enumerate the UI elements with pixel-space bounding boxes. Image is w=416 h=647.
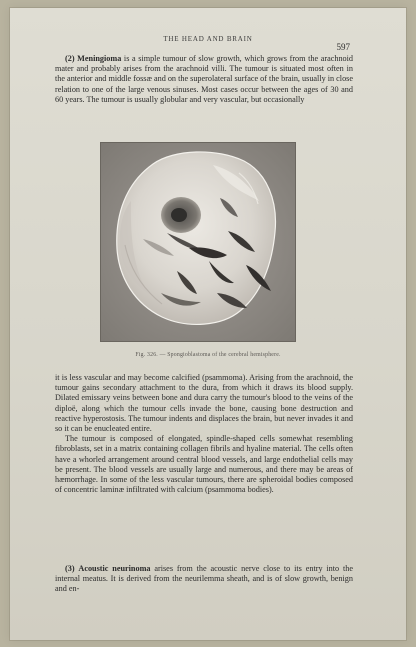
figure-caption: Fig. 326. — Spongioblastoma of the cerebral hemisphere. xyxy=(135,352,281,358)
running-title: THE HEAD AND BRAIN xyxy=(163,35,253,43)
acoustic-neurinoma-heading: Acoustic neurinoma xyxy=(78,564,151,573)
brain-photograph xyxy=(100,142,296,342)
brain-section-image xyxy=(101,143,295,341)
meningioma-number: (2) xyxy=(65,54,75,63)
page-number: 597 xyxy=(336,42,350,52)
acoustic-neurinoma-section xyxy=(55,564,353,595)
meningioma-histology-paragraph: The tumour is composed of elongated, spindle-shaped cells somewhat resembling fibroblasts, set in a matrix containing collagen fibrils and hyaline material. The cells often have a whorled arrangement around central blood vessels, and large endothelial cells may be present. The blood vessels are usually large and numerous, and there may be areas of hæmorrhage. In some of the less vascular tumours, there are spheroidal bodies composed of concentric laminæ infiltrated with calcium (psammoma bodies). xyxy=(55,434,353,495)
acoustic-neurinoma-number: (3) xyxy=(65,564,75,573)
meningioma-paragraph xyxy=(55,54,353,105)
acoustic-neurinoma-paragraph xyxy=(55,564,353,595)
meningioma-text: is a simple tumour of slow growth, which grows from the arachnoid mater and probably arises from the arachnoid villi. The tumour is situated most often in the anterior and middle fossæ and on the superolateral surface of the brain, usually in close relation to one of the large venous sinuses. Most cases occur between the ages of 30 and 60 years. The tumour is usually globular and very vascular, but occasionally xyxy=(55,54,354,104)
meningioma-continuation xyxy=(55,373,353,495)
meningioma-section xyxy=(55,54,353,105)
meningioma-heading: Meningioma xyxy=(77,54,122,63)
meningioma-paragraph-continued: it is less vascular and may become calcified (psammoma). Arising from the arachnoid, the tumour gains secondary attachment to the dura, from which it draws its blood supply. Dilated emissary veins between bone and dura carry the tumour's blood to the veins of the diploë, along which the tumour cells invade the bone, causing bone destruction and reactive hyperostosis. The tumour indents and displaces the brain, but never invades it and so it can be enucleated entire. xyxy=(55,373,353,434)
acoustic-neurinoma-text: arises from the acoustic nerve close to its entry into the internal meatus. It is derived from the neurilemma sheath, and is of slow growth, benign and en- xyxy=(55,564,353,594)
